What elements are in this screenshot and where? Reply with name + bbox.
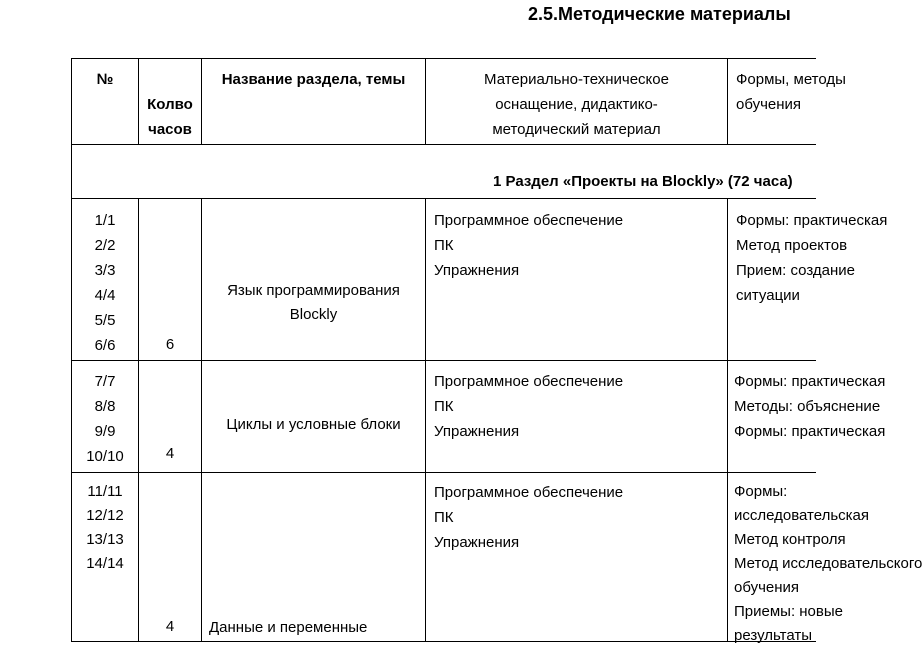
row3-num: 11/11: [87, 483, 123, 500]
header-forms-line1: Формы, методы: [736, 71, 846, 88]
row2-form-item: Формы: практическая: [734, 423, 886, 440]
header-topic: Название раздела, темы: [221, 71, 406, 88]
col-divider-3: [425, 198, 426, 642]
row3-form-item: результаты: [734, 627, 812, 644]
row3-material-item: Программное обеспечение: [434, 484, 624, 501]
row1-material-item: Упражнения: [434, 262, 520, 279]
row1-materials: [434, 208, 623, 283]
header-materials-line1: Материально-техническое: [484, 71, 669, 88]
row2-form-item: Методы: объяснение: [734, 398, 881, 415]
header-materials-line2: оснащение, дидактико-: [495, 96, 658, 113]
row1-nums: [72, 208, 138, 358]
row1-form-item: Формы: практическая: [736, 212, 888, 229]
row1-form-item: Метод проектов: [736, 237, 848, 254]
row1-material-item: ПК: [434, 237, 454, 254]
row3-forms: [734, 480, 922, 648]
row1-num: 2/2: [94, 237, 116, 254]
section-title: 1 Раздел «Проекты на Blockly» (72 часа): [493, 173, 793, 190]
row1-topic-line2: Blockly: [289, 306, 338, 323]
row2-num: 9/9: [94, 423, 116, 440]
row2-topic: Циклы и условные блоки: [226, 416, 401, 433]
row2-form-item: Формы: практическая: [734, 373, 886, 390]
row2-material-item: Упражнения: [434, 423, 520, 440]
row3-form-item: исследовательская: [734, 507, 870, 524]
row3-form-item: Приемы: новые: [734, 603, 843, 620]
header-hours-line2: часов: [148, 121, 192, 138]
header-bottom-line: [71, 144, 816, 145]
section-bottom-line: [71, 198, 816, 199]
row1-num: 3/3: [94, 262, 116, 279]
row3-num: 14/14: [86, 555, 124, 572]
row2-num: 8/8: [94, 398, 116, 415]
table-border-bottom: [71, 641, 816, 642]
row1-bottom-line: [71, 360, 816, 361]
row2-forms: [734, 369, 886, 444]
row1-forms: [736, 208, 888, 308]
header-forms-line2: обучения: [736, 96, 802, 113]
row2-material-item: Программное обеспечение: [434, 373, 624, 390]
row3-topic: Данные и переменные: [209, 619, 368, 636]
row2-num: 10/10: [86, 448, 124, 465]
row3-form-item: Формы:: [734, 483, 788, 500]
row3-hours: 4: [165, 618, 175, 635]
row3-form-item: Метод исследовательского: [734, 555, 922, 572]
row1-material-item: Программное обеспечение: [434, 212, 624, 229]
col-divider-4: [727, 198, 728, 642]
row1-hours: 6: [165, 336, 175, 353]
col-divider-4-header: [727, 58, 728, 144]
row1-num: 4/4: [94, 287, 116, 304]
row3-num: 12/12: [86, 507, 124, 524]
row3-material-item: ПК: [434, 509, 454, 526]
row2-bottom-line: [71, 472, 816, 473]
row3-materials: [434, 480, 623, 555]
row3-nums: [72, 480, 138, 576]
row1-topic-line1: Язык программирования: [227, 282, 400, 299]
page-title: 2.5.Методические материалы: [528, 4, 791, 24]
table-border-top: [71, 58, 816, 59]
row1-num: 5/5: [94, 312, 116, 329]
row2-num: 7/7: [94, 373, 116, 390]
row2-nums: [72, 369, 138, 469]
row2-material-item: ПК: [434, 398, 454, 415]
header-hours-line1: Колво: [147, 96, 193, 113]
col-divider-1: [138, 198, 139, 642]
row1-num: 1/1: [94, 212, 116, 229]
row3-form-item: Метод контроля: [734, 531, 846, 548]
header-num: №: [96, 71, 114, 88]
row3-form-item: обучения: [734, 579, 800, 596]
row3-material-item: Упражнения: [434, 534, 520, 551]
row1-form-item: Прием: создание: [736, 262, 855, 279]
row3-num: 13/13: [86, 531, 124, 548]
row2-hours: 4: [165, 445, 175, 462]
header-materials-line3: методический материал: [492, 121, 661, 138]
row2-materials: [434, 369, 623, 444]
row1-form-item: ситуации: [736, 287, 800, 304]
row1-num: 6/6: [94, 337, 116, 354]
